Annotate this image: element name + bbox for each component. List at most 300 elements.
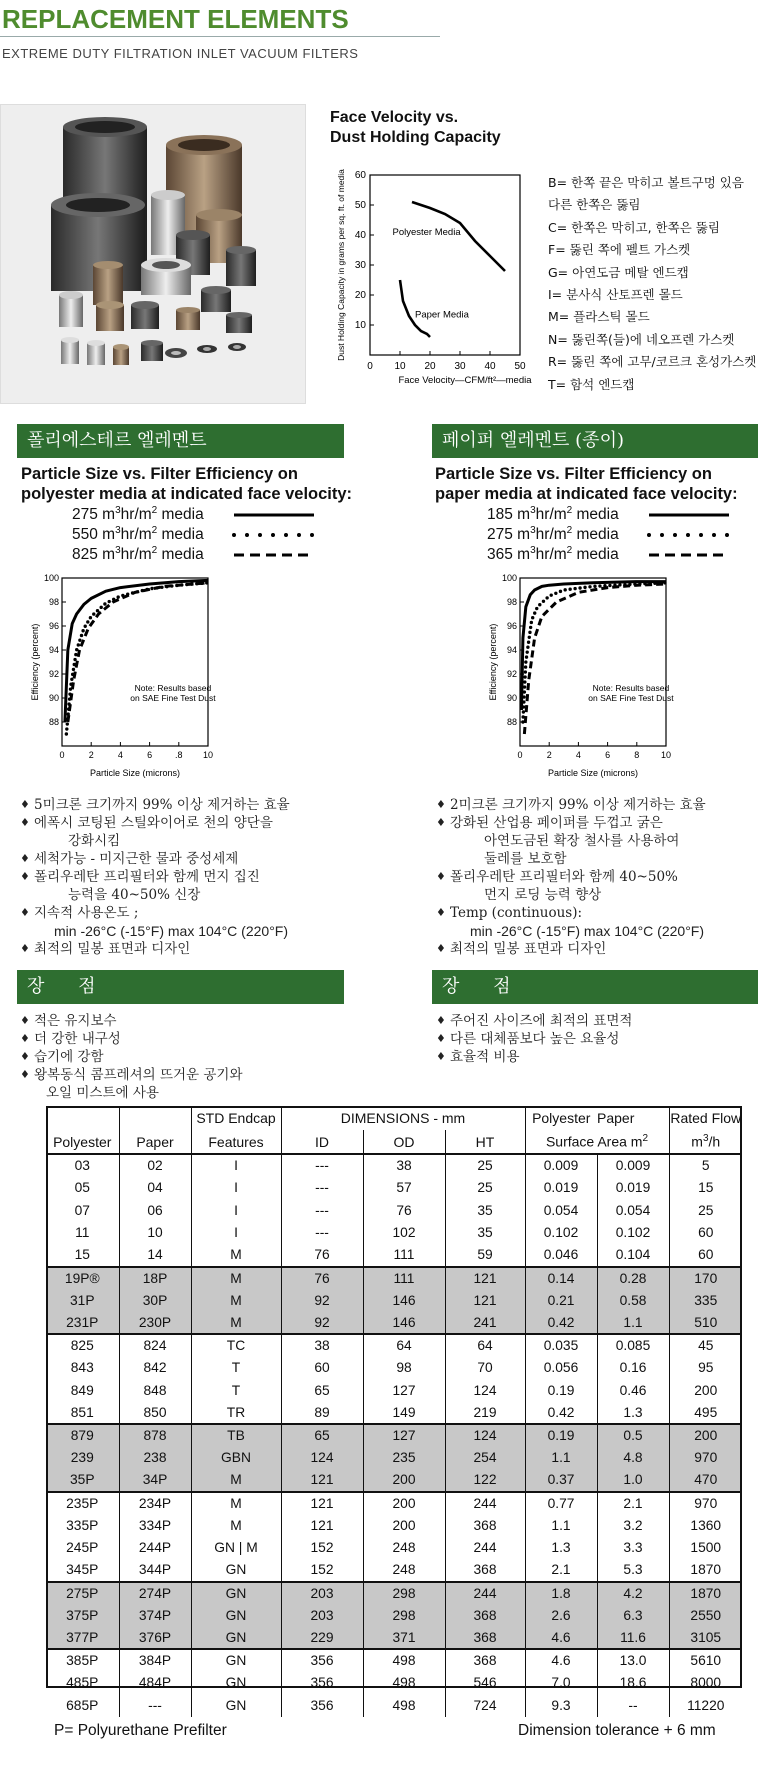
prefilter-note: P= Polyurethane Prefilter <box>54 1722 227 1739</box>
list-item-continuation: min -26°C (-15°F) max 104°C (220°F) <box>470 923 705 939</box>
table-cell: 229 <box>281 1627 363 1650</box>
polyester-section-bar: 폴리에스테르 엘레멘트 <box>17 424 344 458</box>
list-item-continuation: 강화시킴 <box>68 833 121 849</box>
table-cell: 2.6 <box>525 1604 597 1627</box>
list-item-continuation: 먼지 로딩 능력 향상 <box>484 887 602 903</box>
table-cell: M <box>191 1289 281 1312</box>
face-velocity-chart <box>330 165 545 405</box>
specification-table <box>46 1106 742 1717</box>
x-tick-label: 2 <box>88 750 94 760</box>
table-cell: 89 <box>281 1402 363 1425</box>
table-cell: 1.1 <box>525 1514 597 1537</box>
table-cell: 10 <box>119 1222 191 1245</box>
x-tick-label: 0 <box>517 750 523 760</box>
legend-entry <box>487 525 731 545</box>
table-row <box>46 1604 742 1627</box>
polyester-heading-line1: Particle Size vs. Filter Efficiency on <box>21 465 298 483</box>
table-row <box>46 1672 742 1695</box>
x-tick-label: 2 <box>546 750 552 760</box>
table-cell: 18P <box>119 1267 191 1290</box>
paper-efficiency-heading <box>435 464 738 504</box>
x-tick-label: 20 <box>424 361 436 372</box>
table-cell: 0.46 <box>597 1379 669 1402</box>
table-header-cell: STD Endcap <box>191 1106 281 1130</box>
table-cell: 510 <box>669 1312 742 1335</box>
table-cell: 127 <box>363 1379 445 1402</box>
table-cell: 368 <box>445 1649 525 1672</box>
table-cell: 878 <box>119 1424 191 1447</box>
table-cell: 11 <box>46 1222 119 1245</box>
table-cell: 146 <box>363 1289 445 1312</box>
table-row <box>46 1244 742 1267</box>
table-header-cell: Paper <box>597 1106 669 1130</box>
table-cell: 4.6 <box>525 1649 597 1672</box>
legend-label: 275 $m^3hr/m^2$ media <box>72 505 204 524</box>
table-cell: 76 <box>281 1244 363 1267</box>
table-cell: T <box>191 1357 281 1380</box>
list-item: ♦ 2미크론 크기까지 99% 이상 제거하는 효율 <box>436 796 766 814</box>
table-row <box>46 1379 742 1402</box>
table-cell: 121 <box>281 1469 363 1492</box>
x-axis-label: Particle Size (microns) <box>547 768 639 778</box>
table-cell: 335P <box>46 1514 119 1537</box>
table-cell: 1.1 <box>525 1447 597 1470</box>
table-cell: 970 <box>669 1447 742 1470</box>
table-cell: 0.21 <box>525 1289 597 1312</box>
table-cell: 121 <box>445 1267 525 1290</box>
legend-line: C= 한쪽은 막히고, 한쪽은 뚫림 <box>548 219 720 235</box>
list-item: ♦ 최적의 밀봉 표면과 디자인 <box>436 940 766 958</box>
table-cell: 241 <box>445 1312 525 1335</box>
table-cell: 0.102 <box>525 1222 597 1245</box>
paper-heading-line1: Particle Size vs. Filter Efficiency on <box>435 465 712 483</box>
y-tick-label: 96 <box>48 621 59 631</box>
legend-line-sample <box>647 529 731 541</box>
table-cell: 95 <box>698 1360 714 1376</box>
x-tick-label: 0 <box>367 361 373 372</box>
table-cell: 231P <box>46 1312 119 1335</box>
legend-label: 185 $m^3hr/m^2$ media <box>487 505 619 524</box>
table-cell: 244 <box>445 1582 525 1605</box>
table-cell: M <box>191 1267 281 1290</box>
table-row <box>46 1694 742 1717</box>
table-cell: 1.8 <box>525 1582 597 1605</box>
y-tick-label: 20 <box>354 290 366 301</box>
table-header-cell: Polyester <box>532 1110 591 1126</box>
table-cell: TR <box>191 1402 281 1425</box>
table-cell: GN <box>191 1694 281 1717</box>
table-cell: 25 <box>698 1202 714 1218</box>
table-header-row-top <box>46 1106 742 1130</box>
y-axis-label: Dust Holding Capacity in grams per sq. ft. of media <box>336 169 346 361</box>
table-cell: 111 <box>363 1244 445 1267</box>
table-cell: 14 <box>119 1244 191 1267</box>
table-cell: 1.3 <box>525 1537 597 1560</box>
efficiency-line-dashed <box>524 584 666 734</box>
legend-entry <box>72 505 316 525</box>
x-axis-label: Face Velocity—CFM/ft²—media <box>398 375 532 386</box>
legend-line-sample <box>232 549 316 561</box>
legend-line-sample <box>647 509 731 521</box>
table-header-cell <box>46 1106 119 1130</box>
table-cell: 11.6 <box>597 1627 669 1650</box>
table-cell: 248 <box>363 1537 445 1560</box>
table-row <box>46 1402 742 1425</box>
x-tick-label: 40 <box>484 361 496 372</box>
table-cell: 356 <box>281 1694 363 1717</box>
table-cell: 13.0 <box>597 1649 669 1672</box>
x-tick-label: 10 <box>202 750 214 760</box>
table-cell: 124 <box>445 1379 525 1402</box>
table-cell: 0.77 <box>525 1492 597 1515</box>
table-cell: 498 <box>363 1672 445 1695</box>
table-cell: I <box>191 1154 281 1177</box>
table-cell: 248 <box>363 1559 445 1582</box>
plot-frame <box>520 578 666 746</box>
table-cell: 152 <box>281 1537 363 1560</box>
y-tick-label: 94 <box>48 645 59 655</box>
table-cell: 25 <box>445 1177 525 1200</box>
table-cell: 92 <box>281 1289 363 1312</box>
table-cell: 384P <box>119 1649 191 1672</box>
table-row <box>46 1199 742 1222</box>
table-cell: -- <box>597 1694 669 1717</box>
table-cell: GN | M <box>191 1537 281 1560</box>
table-cell: 0.056 <box>525 1357 597 1380</box>
table-cell: 1.3 <box>597 1402 669 1425</box>
table-cell: 879 <box>46 1424 119 1447</box>
table-cell: --- <box>281 1177 363 1200</box>
legend-label: 275 $m^3hr/m^2$ media <box>487 525 619 544</box>
legend-entry <box>72 545 316 565</box>
table-cell: 235P <box>46 1492 119 1515</box>
efficiency-line-dotted <box>66 583 208 734</box>
table-cell: 4.6 <box>525 1627 597 1650</box>
table-cell: 498 <box>363 1649 445 1672</box>
chart-note: on SAE Fine Test Dust <box>130 692 216 703</box>
table-row <box>46 1334 742 1357</box>
table-cell: GN <box>191 1604 281 1627</box>
table-cell: 0.42 <box>525 1312 597 1335</box>
table-cell: 57 <box>363 1177 445 1200</box>
table-cell: --- <box>281 1222 363 1245</box>
table-header-cell: ID <box>281 1130 363 1154</box>
x-tick-label: 8 <box>634 750 640 760</box>
list-item-continuation: 아연도금된 확장 철사를 사용하여 <box>484 833 680 849</box>
table-cell: 345P <box>46 1559 119 1582</box>
table-row <box>46 1267 742 1290</box>
table-cell: 371 <box>363 1627 445 1650</box>
list-item-continuation: 오일 미스트에 사용 <box>46 1085 159 1101</box>
table-row <box>46 1447 742 1470</box>
table-cell: 376P <box>119 1627 191 1650</box>
table-cell: 0.009 <box>525 1154 597 1177</box>
legend-entry <box>487 545 731 565</box>
table-row <box>46 1514 742 1537</box>
table-cell: 122 <box>445 1469 525 1492</box>
table-cell: 60 <box>669 1244 742 1267</box>
y-tick-label: 60 <box>354 170 366 181</box>
table-cell: GN <box>191 1582 281 1605</box>
table-cell: 70 <box>445 1357 525 1380</box>
y-tick-label: 40 <box>354 230 366 241</box>
table-cell: GN <box>191 1649 281 1672</box>
product-photo <box>0 104 306 404</box>
table-header-cell: $m^3/h$ <box>669 1130 742 1154</box>
paper-chart-legend <box>487 505 731 565</box>
table-cell: 377P <box>46 1627 119 1650</box>
table-cell: 34P <box>119 1469 191 1492</box>
table-cell: I <box>191 1177 281 1200</box>
table-cell: 274P <box>119 1582 191 1605</box>
y-tick-label: 90 <box>506 693 517 703</box>
table-cell: M <box>191 1469 281 1492</box>
y-tick-label: 90 <box>48 693 59 703</box>
x-tick-label: .8 <box>175 750 183 760</box>
x-tick-label: 10 <box>394 361 406 372</box>
table-header-cell: Surface Area $m^2$ <box>525 1130 669 1154</box>
table-cell: 685P <box>46 1694 119 1717</box>
table-cell: 238 <box>119 1447 191 1470</box>
table-cell: 298 <box>363 1604 445 1627</box>
table-cell: 18.6 <box>597 1672 669 1695</box>
y-tick-label: 98 <box>48 597 59 607</box>
table-cell: 335 <box>669 1289 742 1312</box>
page-subtitle: EXTREME DUTY FILTRATION INLET VACUUM FILTERS <box>2 46 359 61</box>
table-cell: GN <box>191 1672 281 1695</box>
table-cell: --- <box>119 1694 191 1717</box>
table-cell: 30P <box>119 1289 191 1312</box>
polyester-efficiency-heading <box>21 464 352 504</box>
chart-note: Note: Results based <box>592 682 670 693</box>
table-cell: TC <box>191 1334 281 1357</box>
paper-feature-list <box>436 796 766 958</box>
table-cell: 64 <box>445 1334 525 1357</box>
table-cell: 60 <box>698 1225 714 1241</box>
table-cell: 368 <box>445 1627 525 1650</box>
table-cell: 0.035 <box>525 1334 597 1357</box>
y-tick-label: 92 <box>506 669 517 679</box>
table-cell: 230P <box>119 1312 191 1335</box>
table-cell: --- <box>281 1199 363 1222</box>
table-cell: 35 <box>445 1222 525 1245</box>
table-cell: 19P® <box>46 1267 119 1290</box>
table-cell: 146 <box>363 1312 445 1335</box>
table-cell: 203 <box>281 1604 363 1627</box>
legend-line: N= 뚫린쪽(들)에 네오프렌 가스켓 <box>548 331 735 347</box>
polyester-feature-list <box>20 796 350 958</box>
table-cell: 03 <box>46 1154 119 1177</box>
table-cell: 235 <box>363 1447 445 1470</box>
filter-elements-illustration <box>1 105 306 404</box>
table-cell: 38 <box>281 1334 363 1357</box>
table-cell: 31P <box>46 1289 119 1312</box>
table-cell: 152 <box>281 1559 363 1582</box>
table-cell: 7.0 <box>525 1672 597 1695</box>
list-item: ♦ 더 강한 내구성 <box>20 1030 350 1048</box>
y-tick-label: 92 <box>48 669 59 679</box>
list-item: ♦ Temp (continuous): <box>436 904 766 922</box>
table-cell: 298 <box>363 1582 445 1605</box>
list-item: ♦ 왕복동식 콤프레셔의 뜨거운 공기와 <box>20 1066 350 1084</box>
table-cell: 4.2 <box>597 1582 669 1605</box>
table-cell: 64 <box>363 1334 445 1357</box>
table-cell: 6.3 <box>597 1604 669 1627</box>
table-cell: 127 <box>363 1424 445 1447</box>
table-cell: 0.019 <box>597 1177 669 1200</box>
title-divider <box>0 36 440 37</box>
table-cell: 254 <box>445 1447 525 1470</box>
table-header-cell: DIMENSIONS - mm <box>281 1106 525 1130</box>
y-tick-label: 96 <box>506 621 517 631</box>
page-title: REPLACEMENT ELEMENTS <box>2 4 349 34</box>
table-header-cell: Paper <box>119 1130 191 1154</box>
table-cell: 368 <box>445 1514 525 1537</box>
table-cell: 244 <box>445 1492 525 1515</box>
legend-line: R= 뚫린 쪽에 고무/코르크 혼성가스켓 <box>548 354 757 370</box>
table-cell: 45 <box>698 1338 714 1354</box>
table-cell: 9.3 <box>525 1694 597 1717</box>
x-tick-label: 6 <box>147 750 153 760</box>
table-cell: 849 <box>46 1379 119 1402</box>
table-cell: 245P <box>46 1537 119 1560</box>
table-cell: 498 <box>363 1694 445 1717</box>
table-cell: 11220 <box>687 1697 725 1713</box>
y-tick-label: 30 <box>354 260 366 271</box>
table-row <box>46 1469 742 1492</box>
legend-line: G= 아연도금 메탈 엔드캡 <box>548 264 689 280</box>
table-row <box>46 1177 742 1200</box>
table-cell: 02 <box>119 1154 191 1177</box>
table-cell: --- <box>281 1154 363 1177</box>
table-cell: I <box>191 1199 281 1222</box>
table-row <box>46 1649 742 1672</box>
table-cell: 0.16 <box>597 1357 669 1380</box>
table-cell: T <box>191 1379 281 1402</box>
table-cell: 15 <box>46 1244 119 1267</box>
y-tick-label: 100 <box>501 573 517 583</box>
table-cell: 843 <box>46 1357 119 1380</box>
table-row <box>46 1627 742 1650</box>
list-item: ♦ 세척가능 - 미지근한 물과 중성세제 <box>20 850 350 868</box>
table-cell: 102 <box>363 1222 445 1245</box>
list-item: ♦ 5미크론 크기까지 99% 이상 제거하는 효율 <box>20 796 350 814</box>
table-cell: 05 <box>46 1177 119 1200</box>
table-cell: 76 <box>363 1199 445 1222</box>
series-label: Paper Media <box>415 309 469 321</box>
table-cell: 3.3 <box>597 1537 669 1560</box>
table-cell: 200 <box>669 1424 742 1447</box>
list-item: ♦ 폴리우레탄 프리필터와 함께 먼지 집진 <box>20 868 350 886</box>
paper-media-line <box>400 280 430 337</box>
table-cell: 121 <box>445 1289 525 1312</box>
table-row <box>46 1424 742 1447</box>
legend-line: T= 함석 엔드캡 <box>548 376 635 392</box>
table-cell: 3105 <box>669 1627 742 1650</box>
table-cell: GN <box>191 1559 281 1582</box>
y-tick-label: 98 <box>506 597 517 607</box>
table-cell: 368 <box>445 1604 525 1627</box>
table-cell: 470 <box>669 1469 742 1492</box>
table-header-row-bottom <box>46 1130 742 1154</box>
table-cell: 76 <box>281 1267 363 1290</box>
polyester-chart-legend <box>72 505 316 565</box>
table-cell: 07 <box>46 1199 119 1222</box>
table-cell: 848 <box>119 1379 191 1402</box>
table-cell: 65 <box>281 1379 363 1402</box>
table-cell: GN <box>191 1627 281 1650</box>
chart-note: on SAE Fine Test Dust <box>588 692 674 703</box>
face-velocity-title-line1: Face Velocity vs. <box>330 109 459 126</box>
face-velocity-title <box>330 108 501 148</box>
table-cell: 59 <box>445 1244 525 1267</box>
table-cell: 200 <box>694 1382 718 1398</box>
table-cell: 0.37 <box>525 1469 597 1492</box>
table-cell: 485P <box>46 1672 119 1695</box>
table-cell: 825 <box>46 1334 119 1357</box>
y-tick-label: 100 <box>43 573 59 583</box>
table-cell: 200 <box>363 1492 445 1515</box>
y-tick-label: 88 <box>48 717 59 727</box>
table-cell: TB <box>191 1424 281 1447</box>
list-item-continuation: min -26°C (-15°F) max 104°C (220°F) <box>54 923 289 939</box>
paper-advantages-bar: 장 점 <box>432 970 758 1004</box>
table-cell: 0.019 <box>525 1177 597 1200</box>
legend-label: 365 $m^3hr/m^2$ media <box>487 545 619 564</box>
table-cell: 0.5 <box>597 1424 669 1447</box>
table-cell: 0.085 <box>597 1334 669 1357</box>
legend-line-sample <box>647 549 731 561</box>
y-axis-label: Efficiency (percent) <box>488 623 498 701</box>
table-cell: 495 <box>669 1402 742 1425</box>
table-header-cell: Rated Flow <box>670 1110 742 1126</box>
table-cell: 824 <box>119 1334 191 1357</box>
x-tick-label: 50 <box>514 361 526 372</box>
table-header-cell <box>119 1106 191 1130</box>
table-cell: 124 <box>445 1424 525 1447</box>
table-row <box>46 1582 742 1605</box>
list-item: ♦ 에폭시 코팅된 스틸와이어로 천의 양단을 <box>20 814 350 832</box>
table-cell: 15 <box>698 1180 714 1196</box>
x-tick-label: 10 <box>660 750 672 760</box>
tolerance-note: Dimension tolerance + 6 mm <box>518 1722 716 1739</box>
table-cell: 1870 <box>669 1582 742 1605</box>
list-item: ♦ 강화된 산업용 페이퍼를 두껍고 굵은 <box>436 814 766 832</box>
list-item: ♦ 습기에 강함 <box>20 1048 350 1066</box>
y-axis-label: Efficiency (percent) <box>30 623 40 701</box>
table-cell: 111 <box>363 1267 445 1290</box>
legend-line: 다른 한쪽은 뚫림 <box>548 197 641 213</box>
table-cell: 92 <box>281 1312 363 1335</box>
table-header-cell: OD <box>363 1130 445 1154</box>
polyester-advantages-bar: 장 점 <box>17 970 344 1004</box>
legend-line-sample <box>232 529 316 541</box>
table-cell: 1360 <box>690 1517 722 1533</box>
legend-line: I= 분사식 산토프렌 몰드 <box>548 287 683 303</box>
table-cell: 244 <box>445 1537 525 1560</box>
legend-line: F= 뚫린 쪽에 펠트 가스켓 <box>548 242 691 258</box>
legend-entry <box>72 525 316 545</box>
table-cell: 2550 <box>669 1604 742 1627</box>
y-tick-label: 50 <box>354 200 366 211</box>
table-cell: 5 <box>701 1158 710 1174</box>
table-cell: 121 <box>281 1514 363 1537</box>
polyester-advantages-list <box>20 1012 350 1102</box>
table-cell: 0.28 <box>597 1267 669 1290</box>
table-cell: 2.1 <box>525 1559 597 1582</box>
table-cell: 970 <box>694 1495 718 1511</box>
x-tick-label: 4 <box>575 750 581 760</box>
